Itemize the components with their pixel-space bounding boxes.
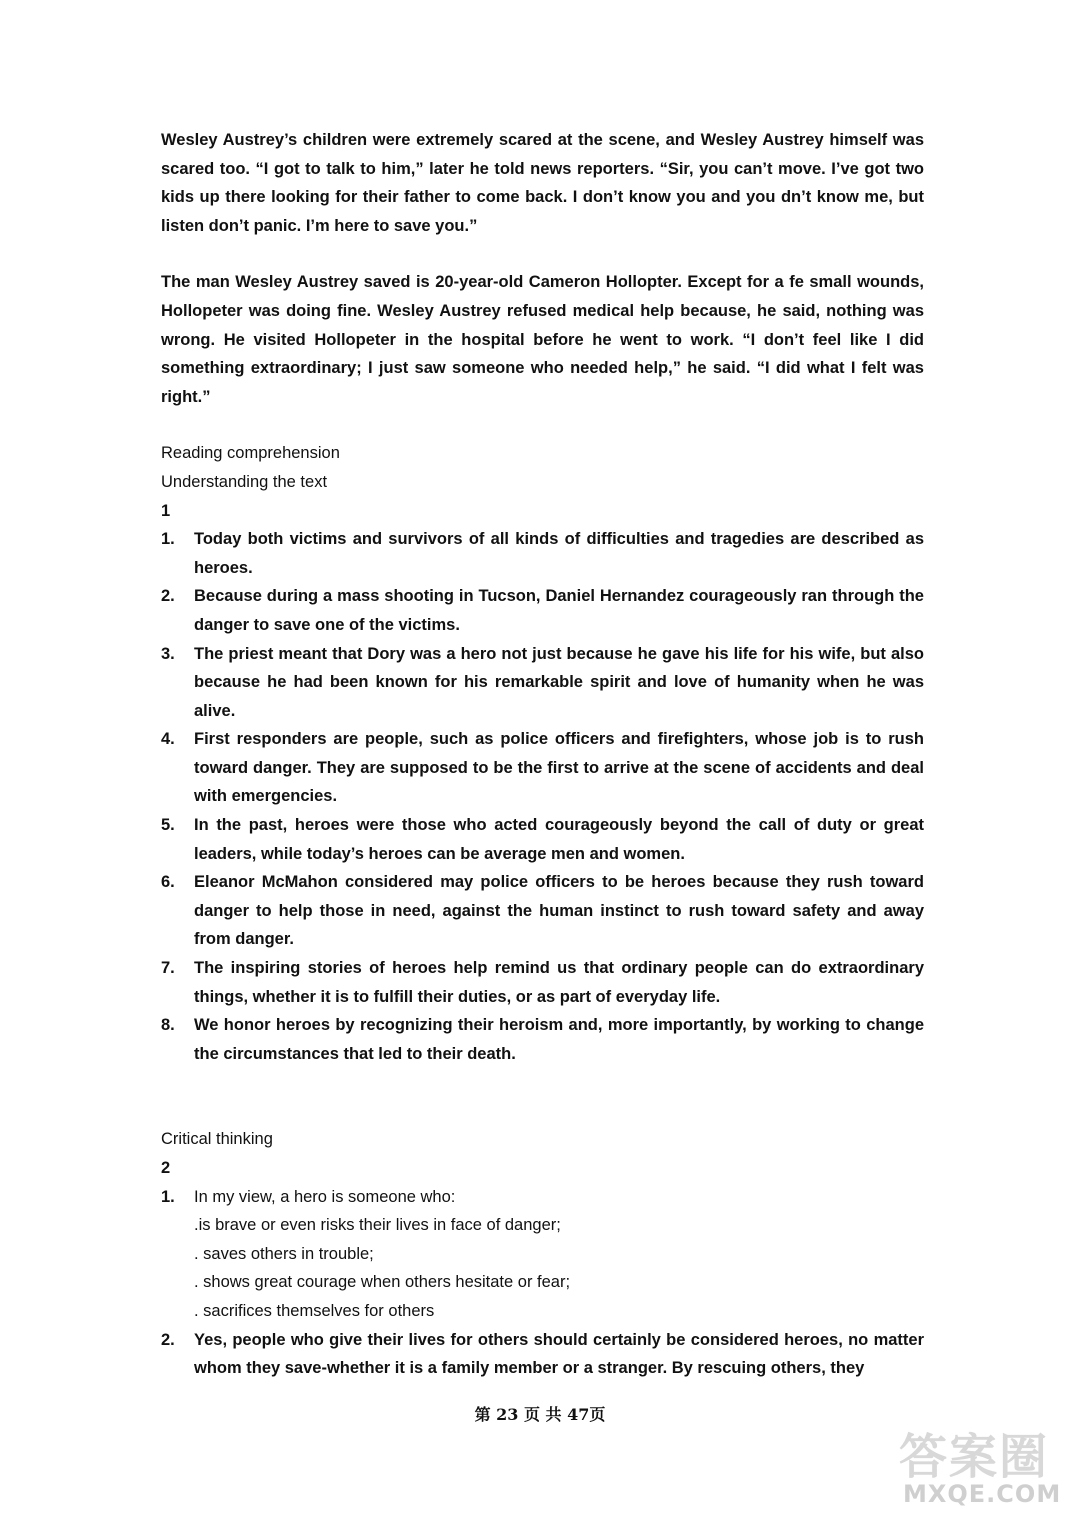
answer-text: The inspiring stories of heroes help remind us that ordinary people can do extraordinary things, whether it is to fulfill their duties, or as part of everyday life. bbox=[194, 959, 924, 1006]
answer-item bbox=[161, 725, 924, 811]
answer-item bbox=[161, 582, 924, 639]
exercise-number-2: 2 bbox=[161, 1159, 171, 1177]
page-footer: 第 23 页 共 47页 bbox=[474, 1405, 606, 1424]
answer-text: First responders are people, such as police officers and firefighters, whose job is to rush toward danger. They are supposed to be the first to arrive at the scene of accidents and deal with emergencies. bbox=[194, 730, 924, 806]
answer-list-2 bbox=[161, 1183, 924, 1212]
answer-text: The priest meant that Dory was a hero not just because he gave his life for his wife, but also because he had been known for his remarkable spirit and love of humanity when he was alive. bbox=[194, 644, 924, 720]
answer-number: 5. bbox=[161, 816, 175, 835]
paragraph-1: Wesley Austrey’s children were extremely scared at the scene, and Wesley Austrey himself was scared too. “I got to talk to him,” later he told news reporters. “Sir, you can’t move. I’ve got two kids up there looking for their father to come back. I don’t know you and you dn’t know me, but listen don’t panic. I’m here to save you.” bbox=[161, 131, 924, 235]
answer-number: 2. bbox=[161, 1330, 175, 1349]
watermark-text: 答案圈 bbox=[899, 1429, 1050, 1485]
answer-list-2b bbox=[161, 1326, 924, 1383]
answer-text: Today both victims and survivors of all kinds of difficulties and tragedies are described as heroes. bbox=[194, 530, 924, 577]
answer-number: 3. bbox=[161, 644, 175, 663]
answer-intro: In my view, a hero is someone who: bbox=[194, 1187, 456, 1206]
answer-number: 7. bbox=[161, 959, 175, 978]
exercise-number-1: 1 bbox=[161, 501, 171, 520]
answer-item bbox=[161, 811, 924, 868]
answer-item bbox=[161, 1011, 924, 1068]
answer-number: 6. bbox=[161, 873, 175, 892]
answer-number: 2. bbox=[161, 587, 175, 606]
answer-list-1 bbox=[161, 525, 924, 1068]
bullet-item: . sacrifices themselves for others bbox=[194, 1301, 435, 1320]
bullet-item: . saves others in trouble; bbox=[194, 1244, 374, 1263]
watermark-domain: MXQE.COM bbox=[903, 1480, 1062, 1508]
answer-item bbox=[161, 640, 924, 726]
answer-text: We honor heroes by recognizing their heroism and, more importantly, by working to change the circumstances that led to their death. bbox=[194, 1016, 924, 1063]
watermark-logo bbox=[893, 1418, 1062, 1518]
answer-number: 1. bbox=[161, 1187, 175, 1206]
answer-text: In the past, heroes were those who acted courageously beyond the call of duty or great leaders, while today’s heroes can be average men and women. bbox=[194, 816, 924, 863]
section-heading-reading: Reading comprehension bbox=[161, 444, 340, 463]
hero-traits-list bbox=[161, 1211, 924, 1325]
section-subheading: Understanding the text bbox=[161, 472, 328, 491]
answer-item bbox=[161, 525, 924, 582]
answer-number: 8. bbox=[161, 1016, 175, 1035]
answer-item bbox=[161, 954, 924, 1011]
answer-item bbox=[161, 868, 924, 954]
bullet-item: .is brave or even risks their lives in face of danger; bbox=[194, 1216, 561, 1235]
answer-number: 1. bbox=[161, 530, 175, 549]
answer-item bbox=[161, 1183, 924, 1212]
section-heading-critical: Critical thinking bbox=[161, 1130, 273, 1149]
answer-text: Yes, people who give their lives for others should certainly be considered heroes, no matter whom they save-whether it is a family member or a stranger. By rescuing others, they bbox=[194, 1330, 924, 1378]
section-spacer bbox=[161, 1068, 924, 1125]
answer-number: 4. bbox=[161, 730, 175, 749]
answer-text: Because during a mass shooting in Tucson, Daniel Hernandez courageously ran through the danger to save one of the victims. bbox=[194, 587, 924, 634]
answer-item bbox=[161, 1326, 924, 1383]
bullet-item: . shows great courage when others hesitate or fear; bbox=[194, 1273, 571, 1292]
document-page bbox=[161, 126, 924, 1383]
paragraph-2: The man Wesley Austrey saved is 20-year-old Cameron Hollopter. Except for a fe small wounds, Hollopeter was doing fine. Wesley Austrey refused medical help because, he said, nothing was wrong. He visited Hollopeter in the hospital before he went to work. “I don’t feel like I did something extraordinary; I just saw someone who needed help,” he said. “I did what I felt was right.” bbox=[161, 273, 924, 406]
answer-text: Eleanor McMahon considered may police officers to be heroes because they rush toward danger to help those in need, against the human instinct to rush toward safety and away from danger. bbox=[194, 873, 924, 949]
